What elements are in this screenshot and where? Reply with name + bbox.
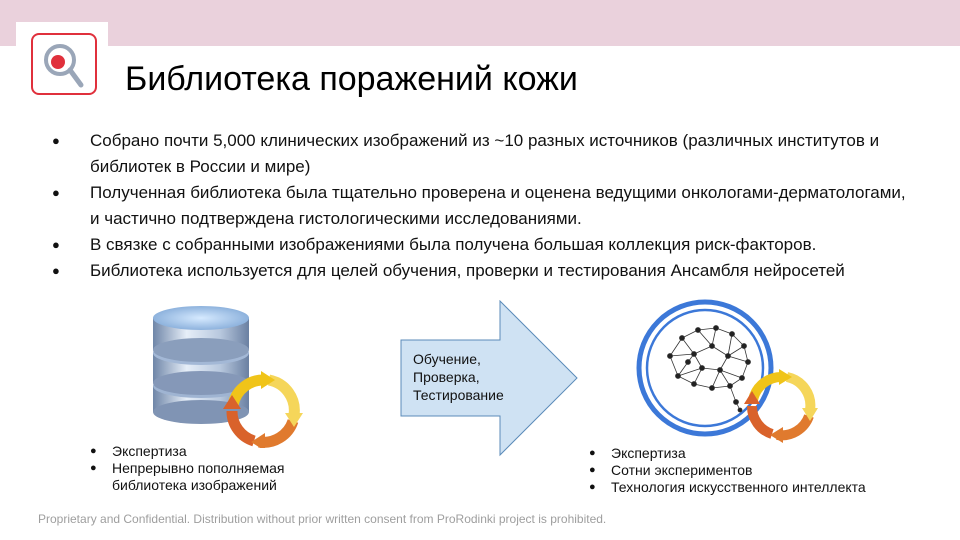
bullet-item: ● Библиотека используется для целей обучения, проверки и тестирования Ансамбля нейросетей: [52, 258, 912, 284]
refresh-cycle-icon: [744, 369, 818, 443]
right-feature-list: [589, 445, 929, 496]
list-item: ● Сотни экспериментов: [589, 462, 929, 479]
list-item: ● Экспертиза: [589, 445, 929, 462]
list-item: ● Технология искусственного интеллекта: [589, 479, 929, 496]
arrow-label-line: Тестирование: [413, 387, 504, 403]
arrow-label-line: Проверка,: [413, 369, 480, 385]
arrow-label-line: Обучение,: [413, 351, 481, 367]
magnifier-mole-logo-icon: [31, 33, 97, 95]
neural-network-brain-icon: [668, 326, 751, 413]
list-item: ● Непрерывно пополняемая библиотека изображений: [90, 460, 330, 494]
page-title: Библиотека поражений кожи: [125, 60, 578, 98]
bullet-item: ● Полученная библиотека была тщательно проверена и оценена ведущими онкологами-дерматологами, и частично подтверждена гистологическими исследованиями.: [52, 180, 912, 232]
process-arrow-label: [413, 350, 504, 404]
main-bullet-list: [52, 128, 912, 284]
confidentiality-footer: Proprietary and Confidential. Distribution without prior written consent from ProRodinki project is prohibited.: [38, 512, 607, 526]
database-graphic: [145, 303, 305, 448]
ai-graphic: [636, 298, 821, 448]
list-item: ● Экспертиза: [90, 443, 330, 460]
bullet-item: ● Собрано почти 5,000 клинических изображений из ~10 разных источников (различных институтов и библиотек в России и мире): [52, 128, 912, 180]
top-band: [0, 0, 960, 46]
bullet-item: ● В связке с собранными изображениями была получена большая коллекция риск-факторов.: [52, 232, 912, 258]
left-feature-list: [90, 443, 330, 494]
